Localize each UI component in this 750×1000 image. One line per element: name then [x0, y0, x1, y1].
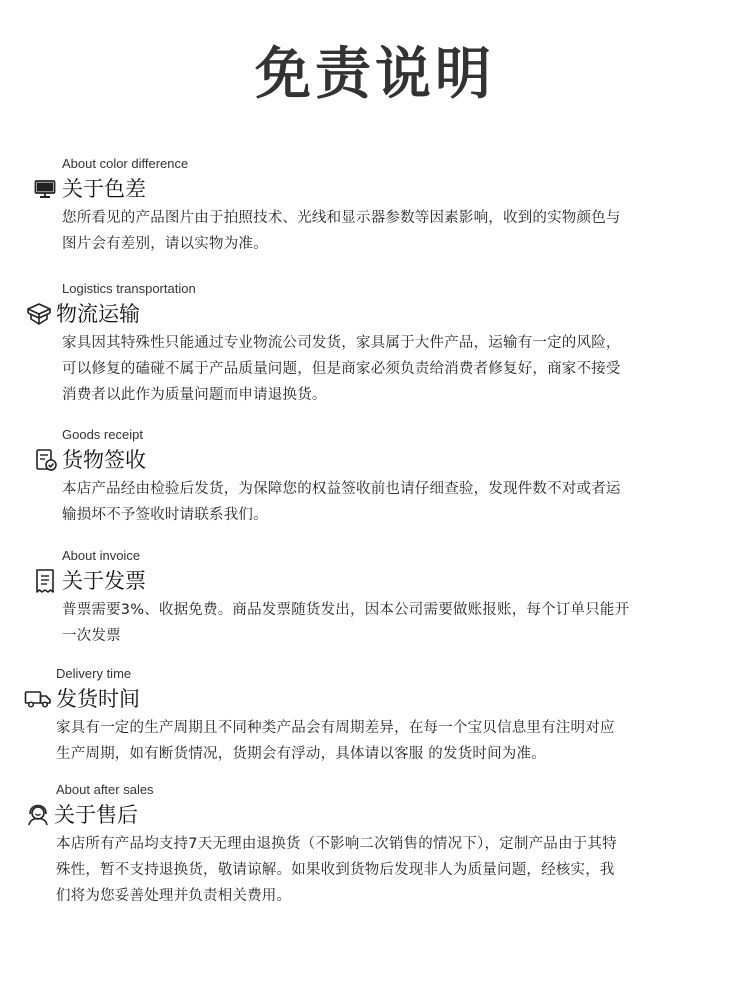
- section-text-line: 殊性，暂不支持退换货，敬请谅解。如果收到货物后发现非人为质量问题，经核实，我: [56, 862, 615, 878]
- section-goods-receipt: [34, 426, 621, 528]
- section-text-line: 生产周期，如有断货情况，货期会有浮动，具体请以客服 的发货时间为准。: [56, 746, 546, 762]
- section-text-line: 您所看见的产品图片由于拍照技术、光线和显示器参数等因素影响，收到的实物颜色与: [62, 210, 621, 226]
- section-delivery-time: [24, 665, 615, 767]
- section-en-title: About color difference: [62, 156, 189, 171]
- section-text-line: 普票需要3%、收据免费。商品发票随货发出，因本公司需要做账报账，每个订单只能开: [62, 602, 630, 618]
- section-en-title: About invoice: [62, 548, 141, 563]
- section-logistics: [34, 280, 621, 408]
- section-text-line: 输损坏不予签收时请联系我们。: [62, 507, 268, 523]
- section-cn-title: 物流运输: [56, 302, 140, 326]
- section-text-line: 家具因其特殊性只能通过专业物流公司发货，家具属于大件产品，运输有一定的风险，: [62, 335, 621, 351]
- section-text-line: 本店所有产品均支持7天无理由退换货（不影响二次销售的情况下），定制产品由于其特: [56, 836, 617, 852]
- section-cn-title: 关于发票: [62, 569, 146, 593]
- receipt-check-icon: [34, 447, 62, 473]
- section-cn-title: 关于售后: [54, 803, 138, 827]
- section-text-line: 一次发票: [62, 628, 121, 644]
- section-text-line: 家具有一定的生产周期且不同种类产品会有周期差异，在每一个宝贝信息里有注明对应: [56, 720, 615, 736]
- section-en-title: Goods receipt: [62, 427, 143, 442]
- monitor-icon: [34, 176, 62, 202]
- truck-icon: [24, 686, 56, 712]
- box-icon: [26, 301, 56, 327]
- page-title: 免责说明: [255, 42, 495, 107]
- section-en-title: Logistics transportation: [62, 281, 196, 296]
- section-en-title: Delivery time: [56, 666, 132, 681]
- section-after-sales: [26, 781, 617, 909]
- section-text-line: 们将为您妥善处理并负责相关费用。: [56, 888, 292, 904]
- section-cn-title: 货物签收: [62, 448, 146, 472]
- section-color-difference: [34, 155, 621, 257]
- section-cn-title: 关于色差: [62, 177, 146, 201]
- section-text-line: 可以修复的磕碰不属于产品质量问题，但是商家必须负责给消费者修复好，商家不接受: [62, 361, 621, 377]
- section-text-line: 消费者以此作为质量问题而申请退换货。: [62, 387, 327, 403]
- section-text-line: 图片会有差别，请以实物为准。: [62, 236, 268, 252]
- section-cn-title: 发货时间: [56, 687, 140, 711]
- section-en-title: About after sales: [56, 782, 154, 797]
- section-text-line: 本店产品经由检验后发货，为保障您的权益签收前也请仔细查验，发现件数不对或者运: [62, 481, 621, 497]
- section-invoice: [34, 547, 629, 649]
- customer-service-icon: [26, 802, 54, 828]
- invoice-icon: [34, 568, 62, 594]
